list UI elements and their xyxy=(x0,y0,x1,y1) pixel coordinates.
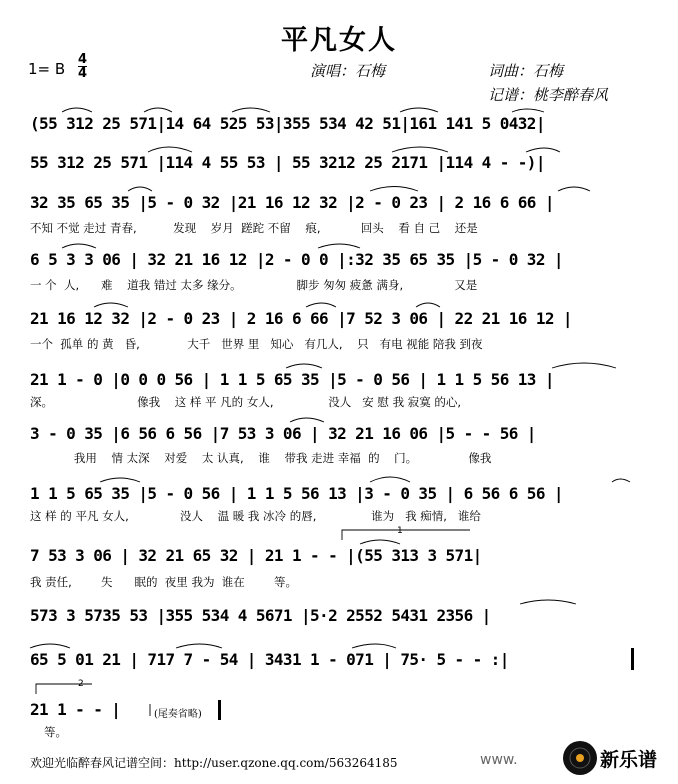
score-row-2: 55 312 25 571 |114 4 55 53 | 55 3212 25 2171 |114 4 - -)| xyxy=(30,153,545,172)
volta-1-number: 1 xyxy=(397,526,403,536)
slur xyxy=(306,303,336,307)
slur xyxy=(520,600,576,604)
slur xyxy=(148,147,192,152)
singer-credit: 演唱：石梅 xyxy=(310,62,386,80)
slur xyxy=(360,540,400,544)
slur xyxy=(552,363,616,368)
slur xyxy=(612,479,630,482)
slur xyxy=(352,644,396,648)
slur xyxy=(416,303,440,307)
score-row-9: 7 53 3 06 | 32 21 65 32 | 21 1 - - |(55 313 3 571| xyxy=(30,546,482,565)
slur xyxy=(370,187,418,192)
logo-text: 新乐谱 xyxy=(600,749,658,771)
score-row-7: 3 - 0 35 |6 56 6 56 |7 53 3 06 | 32 21 16 06 |5 - - 56 | xyxy=(30,424,536,443)
lyric-row-5: 一个 孤单 的 黄 昏, 大千 世界 里 知心 有几人, 只 有电 视能 陪我 到夜 xyxy=(30,337,483,351)
lyric-row-12: 等。 xyxy=(44,725,67,739)
score-row-3: 32 35 65 35 |5 - 0 32 |21 16 12 32 |2 - 0 23 | 2 16 6 66 | xyxy=(30,193,554,212)
lyric-row-8: 这 样 的 平凡 女人, 没人 温 暖 我 冰冷 的唇, 谁为 我 痴情, 谁给 xyxy=(30,509,481,523)
time-signature-top: 4 xyxy=(78,52,88,67)
site-logo xyxy=(560,736,678,780)
lyric-row-6: 深。 像我 这 样 平 凡的 女人, 没人 安 慰 我 寂寞 的心, xyxy=(30,395,462,409)
time-signature xyxy=(78,54,87,79)
composer-credit: 词曲：石梅 xyxy=(488,62,564,80)
slur xyxy=(176,644,222,648)
page-title: 平凡女人 xyxy=(281,25,397,56)
score-row-12: 21 1 - - | xyxy=(30,700,121,719)
slur xyxy=(558,187,590,191)
outro-omitted-note: (尾奏省略) xyxy=(154,709,202,720)
slur xyxy=(232,108,270,112)
score-row-6: 21 1 - 0 |0 0 0 56 | 1 1 5 65 35 |5 - 0 56 | 1 1 5 56 13 | xyxy=(30,370,554,389)
watermark: www. xyxy=(480,752,518,768)
lyric-row-4: 一 个 人, 难 道我 错过 太多 缘分。 脚步 匆匆 疲惫 满身, 又是 xyxy=(30,278,478,292)
slur xyxy=(94,303,128,307)
score-row-5: 21 16 12 32 |2 - 0 23 | 2 16 6 66 |7 52 3 06 | 22 21 16 12 | xyxy=(30,309,572,328)
transcriber-credit: 记谱：桃李醉春风 xyxy=(488,86,609,104)
vinyl-record-icon xyxy=(560,736,678,780)
slur xyxy=(30,644,70,648)
volta-1-bracket xyxy=(342,530,470,540)
slur xyxy=(526,148,560,152)
slur xyxy=(290,418,324,422)
slur xyxy=(62,244,96,248)
lyric-row-7: 我用 情 太深 对爱 太 认真, 谁 带我 走进 幸福 的 门。 像我 xyxy=(30,451,492,465)
volta-2-number: 2 xyxy=(78,679,84,689)
slur xyxy=(400,108,438,112)
key-signature: 1= B xyxy=(28,60,66,78)
slur xyxy=(370,477,410,482)
score-row-10: 573 3 5735 53 |355 534 4 5671 |5·2 2552 5431 2356 | xyxy=(30,606,491,625)
slur xyxy=(286,364,322,368)
slur xyxy=(100,478,140,482)
slur xyxy=(512,109,544,112)
time-signature-bottom: 4 xyxy=(78,66,88,81)
slur xyxy=(144,108,172,112)
score-row-4: 6 5 3 3 06 | 32 21 16 12 |2 - 0 0 |:32 35 65 35 |5 - 0 32 | xyxy=(30,250,563,269)
slur xyxy=(62,108,92,112)
lyric-row-9: 我 责任, 失 眠的 夜里 我为 谁在 等。 xyxy=(30,575,298,589)
slur xyxy=(128,187,152,191)
footer-text: 欢迎光临醉春风记谱空间：http://user.qzone.qq.com/563264185 xyxy=(30,756,398,770)
slur xyxy=(392,147,448,152)
lyric-row-3: 不知 不觉 走过 青春, 发现 岁月 蹉跎 不留 痕, 回头 看 自 己 还是 xyxy=(30,221,478,235)
end-barline-thick xyxy=(218,700,221,720)
slur xyxy=(318,244,360,248)
score-row-1: (55 312 25 571|14 64 525 53|355 534 42 51|161 141 5 0432| xyxy=(30,114,545,133)
score-row-8: 1 1 5 65 35 |5 - 0 56 | 1 1 5 56 13 |3 - 0 35 | 6 56 6 56 | xyxy=(30,484,563,503)
score-row-11: 65 5 01 21 | 717 7 - 54 | 3431 1 - 071 | 75· 5 - - :| xyxy=(30,650,509,669)
